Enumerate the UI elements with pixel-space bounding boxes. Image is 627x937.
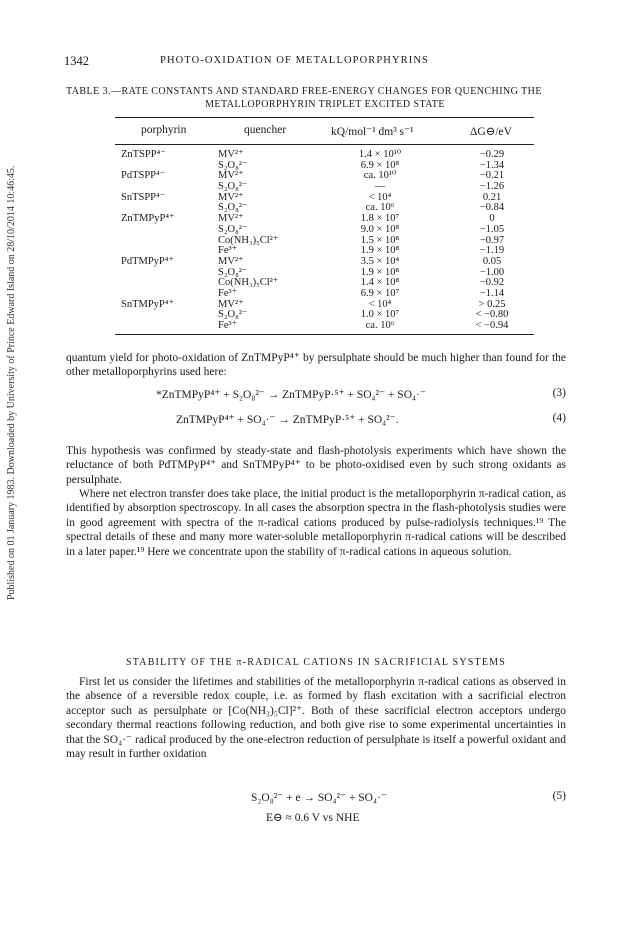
cell-free-energy: 0 <box>489 213 495 225</box>
table-body <box>0 150 627 332</box>
table-bottom-rule <box>115 334 534 335</box>
table-row <box>0 161 627 172</box>
cell-porphyrin: PdTMPyP⁴⁺ <box>121 255 174 267</box>
equation-number: (3) <box>552 387 566 399</box>
cell-free-energy: −1.00 <box>479 266 505 278</box>
table-row <box>0 150 627 161</box>
cell-quencher: S₂O₈²⁻ <box>218 223 248 235</box>
cell-porphyrin: SnTMPyP⁴⁺ <box>121 298 174 310</box>
cell-free-energy: −1.14 <box>479 287 505 299</box>
column-header-rate-constant: kQ/mol⁻¹ dm³ s⁻¹ <box>331 126 414 138</box>
cell-porphyrin: ZnTMPyP⁴⁺ <box>121 213 175 225</box>
cell-free-energy: > 0.25 <box>478 298 506 310</box>
table-row <box>0 193 627 204</box>
table-row <box>0 203 627 214</box>
column-header-porphyrin: porphyrin <box>141 124 187 136</box>
table-header-row <box>0 124 627 140</box>
cell-quencher: MV²⁺ <box>218 149 244 160</box>
cell-free-energy: −0.21 <box>479 170 505 182</box>
cell-free-energy: < −0.80 <box>475 309 509 321</box>
table-row <box>0 300 627 311</box>
equation-text: *ZnTMPyP⁴⁺ + S₂O₈²⁻ → ZnTMPyP·⁵⁺ + SO₄²⁻ + SO₄·⁻ <box>156 389 426 401</box>
cell-free-energy: −1.26 <box>479 181 505 193</box>
cell-rate-constant: ca. 10¹⁰ <box>363 170 397 182</box>
equation-3 <box>66 387 566 403</box>
cell-rate-constant: ca. 10⁶ <box>365 320 395 331</box>
cell-free-energy: −0.84 <box>479 202 505 214</box>
cell-quencher: MV²⁺ <box>218 191 244 203</box>
table-caption <box>66 85 564 111</box>
cell-rate-constant: 1.4 × 10¹⁰ <box>358 149 402 160</box>
cell-free-energy: −1.19 <box>479 245 505 257</box>
cell-free-energy: 0.05 <box>482 255 502 267</box>
cell-rate-constant: 1.4 × 10⁸ <box>360 277 400 289</box>
table-caption-line-2: METALLOPORPHYRIN TRIPLET EXCITED STATE <box>205 99 445 110</box>
equation-number: (5) <box>552 790 566 802</box>
cell-free-energy: −0.92 <box>479 277 505 289</box>
table-header-rule <box>115 144 534 145</box>
section-heading: STABILITY OF THE π-RADICAL CATIONS IN SACRIFICIAL SYSTEMS <box>126 657 506 668</box>
table-row <box>0 310 627 321</box>
cell-quencher: MV²⁺ <box>218 170 244 182</box>
cell-rate-constant: 9.0 × 10⁸ <box>360 223 400 235</box>
table-row <box>0 289 627 300</box>
paragraph: First let us consider the lifetimes and stabilities of the metalloporphyrin π-radical cations as observed in the absence of a reversible redox couple, i.e. as formed by flash excitation with a sacrificial electron acceptor such as persulphate or [Co(NH₃)₅Cl]²⁺. Both of these sacrificial electron acceptors undergo secondary thermal reactions following reduction, and both give rise to some experimental uncertainties in that the SO₄·⁻ radical produced by the one-electron reduction of persulphate is itself a powerful oxidant and may result in further oxidation <box>66 676 566 761</box>
cell-quencher: S₂O₈²⁻ <box>218 266 248 278</box>
equation-potential-text: E⊖ ≈ 0.6 V vs NHE <box>266 812 360 824</box>
cell-quencher: S₂O₈²⁻ <box>218 309 248 321</box>
table-row <box>0 246 627 257</box>
cell-free-energy: −0.97 <box>479 234 505 246</box>
cell-rate-constant: 6.9 × 10⁷ <box>360 287 400 299</box>
equation-4 <box>66 412 566 428</box>
page-header <box>64 54 561 70</box>
table-caption-line-1: TABLE 3.—RATE CONSTANTS AND STANDARD FREE-ENERGY CHANGES FOR QUENCHING THE <box>66 86 542 97</box>
column-header-free-energy: ΔG⊖/eV <box>470 126 512 138</box>
cell-porphyrin: SnTSPP⁴⁻ <box>121 191 166 203</box>
cell-rate-constant: < 10⁴ <box>368 298 392 310</box>
paragraph: quantum yield for photo-oxidation of ZnTMPyP⁴⁺ by persulphate should be much higher than found for the other metalloporphyrins used here: <box>66 352 566 379</box>
table-row <box>0 268 627 279</box>
cell-free-energy: −1.05 <box>479 223 505 235</box>
running-head: PHOTO-OXIDATION OF METALLOPORPHYRINS <box>160 55 429 66</box>
cell-quencher: Co(NH₃)₅Cl²⁺ <box>218 277 279 289</box>
cell-quencher: MV²⁺ <box>218 213 244 225</box>
table-row <box>0 214 627 225</box>
cell-rate-constant: < 10⁴ <box>368 191 392 203</box>
equation-5-potential <box>66 810 566 826</box>
cell-free-energy: −1.34 <box>479 159 505 171</box>
cell-free-energy: 0.21 <box>482 191 502 203</box>
cell-rate-constant: 1.8 × 10⁷ <box>360 213 400 225</box>
cell-rate-constant: 6.9 × 10⁸ <box>360 159 400 171</box>
cell-free-energy: −0.29 <box>479 149 505 160</box>
cell-rate-constant: 3.5 × 10⁴ <box>360 255 400 267</box>
cell-porphyrin: PdTSPP⁴⁻ <box>121 170 166 182</box>
cell-quencher: Fe³⁺ <box>218 245 238 257</box>
paragraph: This hypothesis was confirmed by steady-state and flash-photolysis experiments which have shown the reluctance of both PdTMPyP⁴⁺ and SnTMPyP⁴⁺ to be photo-oxidised even by such strong oxidants as persulphate. <box>66 445 566 486</box>
cell-quencher: S₂O₈²⁻ <box>218 181 248 193</box>
cell-porphyrin: ZnTSPP⁴⁻ <box>121 149 166 160</box>
cell-quencher: MV²⁺ <box>218 298 244 310</box>
cell-rate-constant: ca. 10⁶ <box>365 202 395 214</box>
table-row <box>0 321 627 332</box>
cell-free-energy: < −0.94 <box>475 320 509 331</box>
table-top-rule <box>115 117 534 118</box>
cell-rate-constant: 1.5 × 10⁸ <box>360 234 400 246</box>
cell-quencher: S₂O₈²⁻ <box>218 202 248 214</box>
cell-rate-constant: 1.0 × 10⁷ <box>360 309 400 321</box>
table-row <box>0 182 627 193</box>
equation-text: ZnTMPyP⁴⁺ + SO₄·⁻ → ZnTMPyP·⁵⁺ + SO₄²⁻. <box>176 414 399 426</box>
download-watermark-text: Published on 01 January 1983. Downloaded by University of Prince Edward Island on 28/10/2014 10:46:45. <box>6 165 17 600</box>
table-row <box>0 278 627 289</box>
cell-rate-constant: 1.9 × 10⁸ <box>360 245 400 257</box>
cell-quencher: MV²⁺ <box>218 255 244 267</box>
equation-text: S₂O₈²⁻ + e → SO₄²⁻ + SO₄·⁻ <box>251 792 387 804</box>
table-row <box>0 171 627 182</box>
cell-rate-constant: 1.9 × 10⁸ <box>360 266 400 278</box>
table-row <box>0 236 627 247</box>
equation-5 <box>66 790 566 806</box>
cell-rate-constant: — <box>374 181 386 193</box>
column-header-quencher: quencher <box>244 124 287 136</box>
page-number: 1342 <box>64 54 89 68</box>
equation-number: (4) <box>552 412 566 424</box>
cell-quencher: Fe³⁺ <box>218 287 238 299</box>
cell-quencher: Fe³⁺ <box>218 320 238 331</box>
cell-quencher: Co(NH₃)₅Cl²⁺ <box>218 234 279 246</box>
table-row <box>0 225 627 236</box>
paragraph: Where net electron transfer does take place, the initial product is the metalloporphyrin π-radical cation, as identified by absorption spectroscopy. In all cases the absorption spectra in the flash-photolysis studies were in good agreement with spectra of the π-radical cations produced by pulse-radiolysis techniques.¹⁹ The spectral details of these and many more water-soluble metalloporphyrin π-radical cations will be described in a later paper.¹⁹ Here we concentrate upon the stability of π-radical cations in aqueous solution. <box>66 488 566 558</box>
table-row <box>0 257 627 268</box>
cell-quencher: S₂O₈²⁻ <box>218 159 248 171</box>
